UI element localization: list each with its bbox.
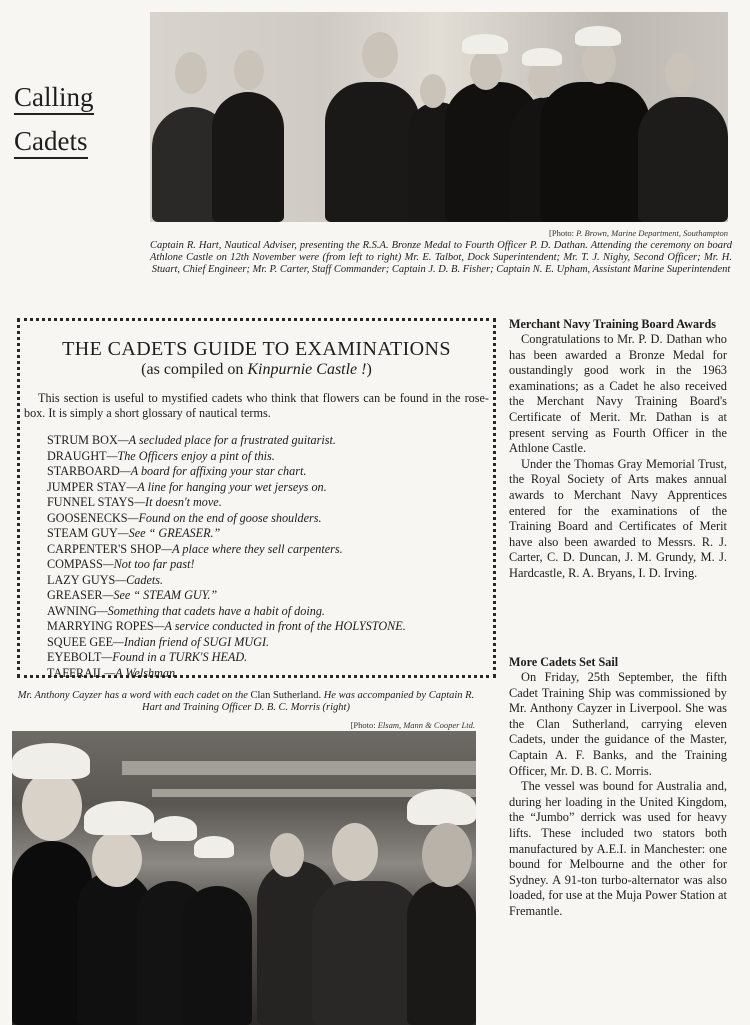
- glossary-definition: It doesn't move.: [145, 495, 222, 509]
- glossary-term: COMPASS: [47, 557, 103, 571]
- glossary-term: STRUM BOX: [47, 433, 118, 447]
- em-dash: —: [104, 665, 116, 680]
- glossary-term: FUNNEL STAYS: [47, 495, 135, 509]
- glossary-term: MARRYING ROPES: [47, 619, 154, 633]
- glossary-term: JUMPER STAY: [47, 479, 127, 494]
- glossary-term: GREASER: [47, 588, 103, 602]
- em-dash: —: [134, 495, 146, 509]
- em-dash: —: [153, 619, 165, 633]
- glossary-definition: Something that cadets have a habit of doing.: [107, 603, 325, 618]
- article-paragraph: The vessel was bound for Australia and, during her loading in the United Kingdom, the “Jumbo” derrick was used for heavy lifts. These included two stators both manufactured by A.E.I. in Manchester: one bound for Melbourne and the other for Sydney. A 91-ton turbo-alternator was also loaded, for use at the Muja Power Station at Fremantle.: [509, 779, 727, 918]
- glossary-entry: [47, 542, 406, 558]
- glossary-term: TAFFRAIL: [47, 665, 105, 680]
- article-more-cadets-set-sail: [509, 655, 727, 920]
- glossary-term: LAZY GUYS: [47, 572, 116, 587]
- em-dash: —: [127, 510, 139, 525]
- glossary-definition: Cadets.: [126, 572, 164, 587]
- glossary-entry: [47, 557, 406, 573]
- guide-subtitle: (as compiled on Kinpurnie Castle !): [141, 361, 372, 378]
- em-dash: —: [115, 572, 127, 587]
- guide-intro: This section is useful to mystified cadets who think that flowers can be found in the rose-box. It is simply a short glossary of nautical terms.: [24, 391, 489, 420]
- article-paragraph: On Friday, 25th September, the fifth Cadet Training Ship was commissioned by Mr. Anthony Cayzer in Liverpool. She was the Clan Sutherland, carrying eleven Cadets, under the guidance of the Master, Captain A. F. Banks, and the Training Officer, Mr. D. B. C. Morris.: [509, 670, 727, 778]
- glossary-definition: A secluded place for a frustrated guitarist.: [128, 433, 336, 447]
- em-dash: —: [117, 526, 129, 540]
- glossary-entry: [47, 573, 406, 589]
- glossary-definition: See “ GREASER.”: [128, 526, 221, 540]
- article-training-board-awards: [509, 317, 727, 582]
- glossary-definition: A line for hanging your wet jerseys on.: [137, 479, 327, 494]
- glossary-term: GOOSENECKS: [47, 510, 128, 525]
- glossary-entry: [47, 650, 406, 666]
- glossary-definition: Indian friend of SUGI MUGI.: [123, 634, 270, 649]
- article-paragraph: Congratulations to Mr. P. D. Dathan who has been awarded a Bronze Medal for oustandingly good work in the 1963 examinations; as a Cadet he also received the Merchant Navy Training Board's Certificate of Merit. Mr. Dathan is at present serving as Fourth Officer in the Athlone Castle.: [509, 332, 727, 456]
- glossary-entry: [47, 449, 406, 465]
- em-dash: —: [126, 479, 138, 494]
- page-title-line-1: Calling: [14, 82, 94, 115]
- em-dash: —: [113, 634, 124, 649]
- glossary-definition: A service conducted in front of the HOLYSTONE.: [164, 619, 406, 633]
- medal-presentation-photo: [150, 12, 728, 222]
- glossary-entry: [47, 480, 406, 496]
- glossary-entry: [47, 433, 406, 449]
- glossary-term: CARPENTER'S SHOP: [47, 541, 162, 556]
- em-dash: —: [117, 433, 129, 447]
- glossary-definition: See “ STEAM GUY.”: [113, 588, 218, 602]
- glossary-definition: The Officers enjoy a pint of this.: [117, 448, 275, 463]
- glossary-list: [47, 433, 406, 681]
- article-heading: Merchant Navy Training Board Awards: [509, 317, 716, 331]
- guide-title: THE CADETS GUIDE TO EXAMINATIONS: [62, 338, 451, 360]
- article-heading: More Cadets Set Sail: [509, 655, 619, 669]
- glossary-term: STEAM GUY: [47, 526, 118, 540]
- glossary-entry: [47, 635, 406, 651]
- glossary-term: DRAUGHT: [47, 448, 107, 463]
- glossary-term: EYEBOLT: [47, 650, 102, 664]
- glossary-definition: A board for affixing your star chart.: [130, 464, 307, 478]
- glossary-definition: Not too far past!: [113, 557, 195, 571]
- glossary-term: STARBOARD: [47, 464, 120, 478]
- glossary-entry: [47, 619, 406, 635]
- glossary-term: SQUEE GEE: [47, 634, 114, 649]
- em-dash: —: [101, 650, 113, 664]
- glossary-definition: A Welshman.: [115, 665, 179, 680]
- glossary-entry: [47, 666, 406, 682]
- glossary-entry: [47, 588, 406, 604]
- cadets-handshake-photo: [12, 731, 476, 1025]
- em-dash: —: [161, 541, 173, 556]
- glossary-definition: Found in a TURK'S HEAD.: [112, 650, 248, 664]
- glossary-definition: A place where they sell carpenters.: [172, 541, 343, 556]
- top-photo-credit: [Photo: P. Brown, Marine Department, Southampton: [549, 228, 728, 238]
- page-title-line-2: Cadets: [14, 126, 88, 159]
- em-dash: —: [106, 448, 118, 463]
- glossary-entry: [47, 526, 406, 542]
- glossary-entry: [47, 464, 406, 480]
- em-dash: —: [102, 557, 114, 571]
- glossary-entry: [47, 511, 406, 527]
- glossary-definition: Found on the end of goose shoulders.: [138, 510, 322, 525]
- article-paragraph: Under the Thomas Gray Memorial Trust, the Royal Society of Arts makes annual awards to Merchant Navy Apprentices entered for the examinations of the Training Board and Certificates of Merit have also been awarded to Messrs. R. J. Carter, C. D. Duncan, J. M. Grundy, M. J. Hardcastle, R. A. Bryans, I. D. Irving.: [509, 456, 727, 580]
- cadets-guide-box: [17, 318, 496, 678]
- em-dash: —: [102, 588, 114, 602]
- glossary-entry: [47, 604, 406, 620]
- em-dash: —: [96, 603, 108, 618]
- bottom-photo-credit: [Photo: Elsam, Mann & Cooper Ltd.: [350, 720, 475, 730]
- em-dash: —: [119, 464, 131, 478]
- glossary-entry: [47, 495, 406, 511]
- bottom-photo-caption: Mr. Anthony Cayzer has a word with each cadet on the Clan Sutherland. He was accompanied by Captain R. Hart and Training Officer D. B. C. Morris (right): [17, 690, 475, 713]
- top-photo-caption: Captain R. Hart, Nautical Adviser, presenting the R.S.A. Bronze Medal to Fourth Officer P. D. Dathan. Attending the ceremony on board Athlone Castle on 12th November were (from left to right) Mr. E. Talbot, Dock Superintendent; Mr. T. J. Nighy, Second Officer; Mr. H. Stuart, Chief Engineer; Mr. P. Carter, Staff Commander; Captain J. D. B. Fisher; Captain N. E. Upham, Assistant Marine Superintendent: [150, 240, 732, 275]
- glossary-term: AWNING: [47, 603, 97, 618]
